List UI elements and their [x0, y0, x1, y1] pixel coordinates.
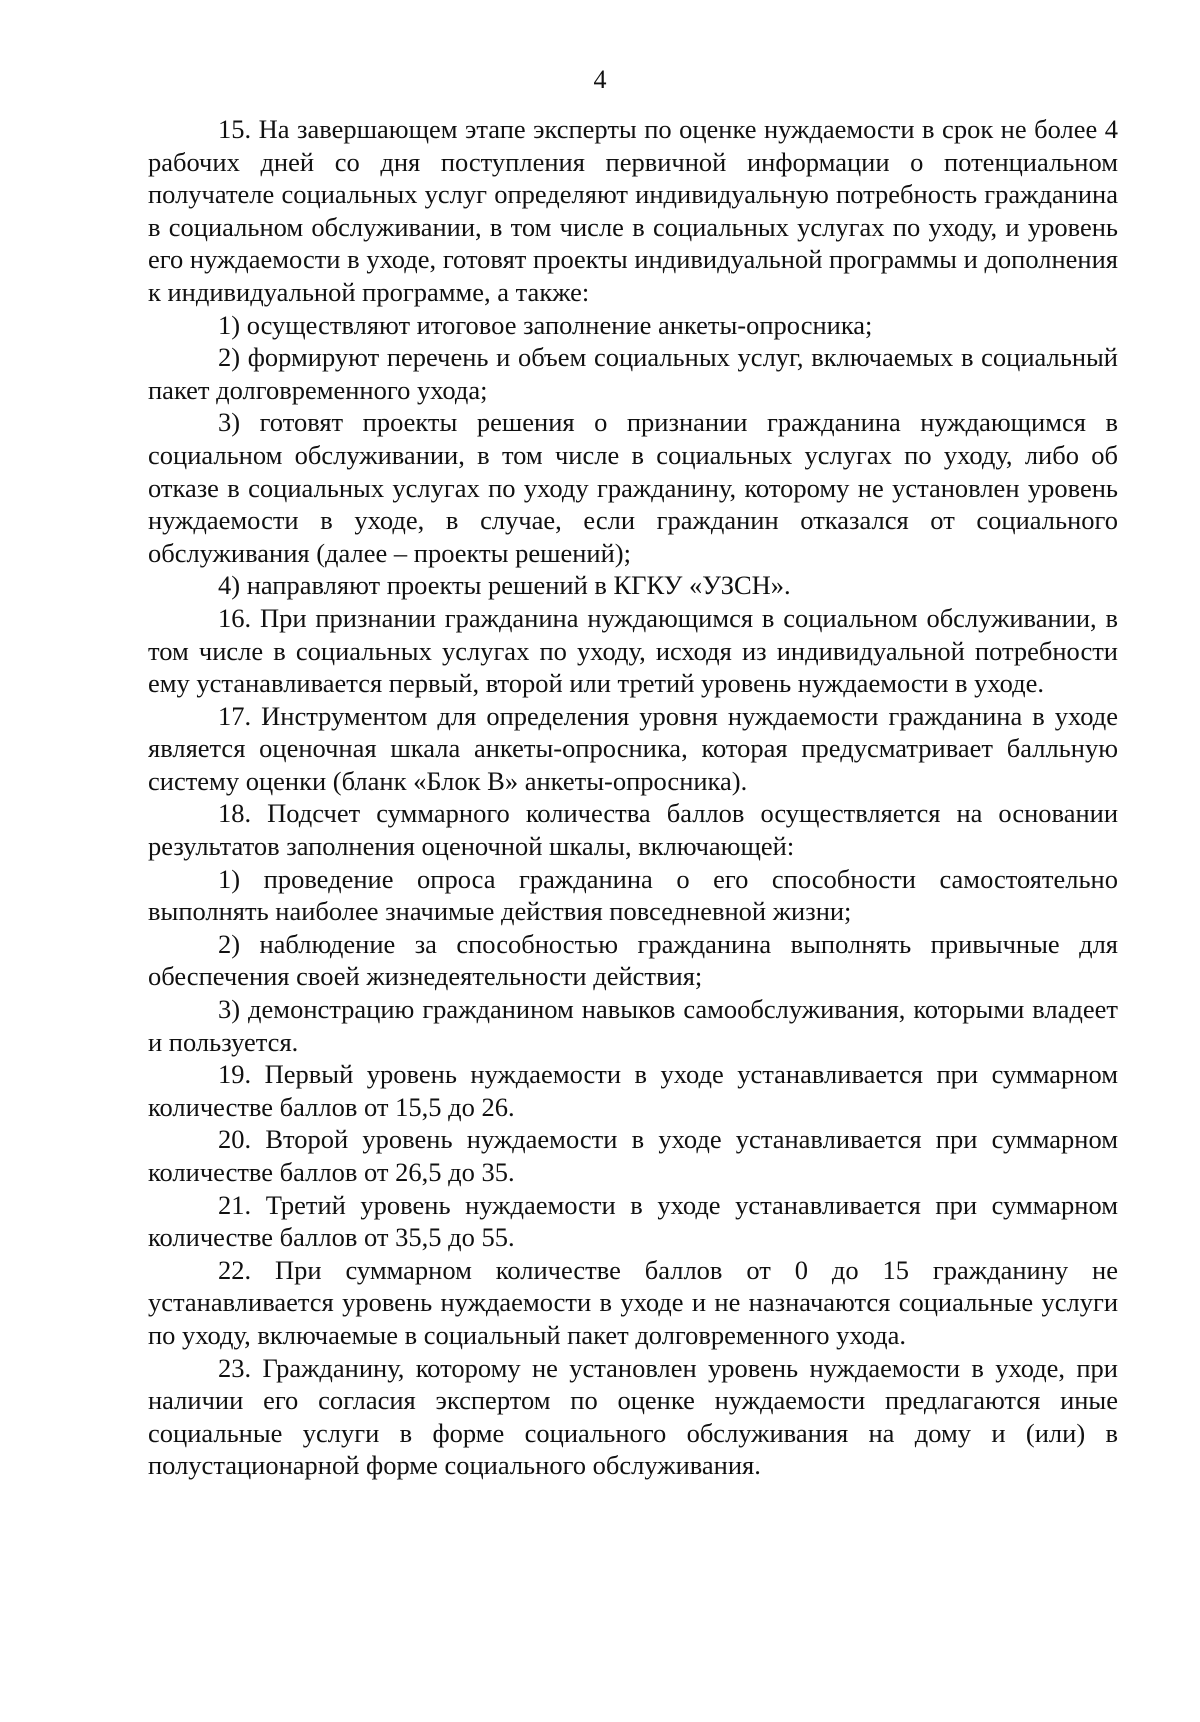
paragraph-23: 23. Гражданину, которому не установлен уровень нуждаемости в уходе, при наличии его согласия экспертом по оценке нуждаемости предлагаются иные социальные услуги в форме социального обслуживания на дому и (или) в полустационарной форме социального обслуживания. — [148, 1352, 1118, 1481]
paragraph-20: 20. Второй уровень нуждаемости в уходе устанавливается при суммарном количестве баллов от 26,5 до 35. — [148, 1124, 1118, 1187]
paragraph-22: 22. При суммарном количестве баллов от 0 до 15 гражданину не устанавливается уровень нуждаемости в уходе и не назначаются социальные услуги по уходу, включаемые в социальный пакет долговременного ухода. — [148, 1254, 1118, 1350]
paragraph-18-item-1: 1) проведение опроса гражданина о его способности самостоятельно выполнять наиболее значимые действия повседневной жизни; — [148, 863, 1118, 927]
page-number: 4 — [593, 65, 607, 94]
paragraph-15-item-4: 4) направляют проекты решений в КГКУ «УЗСН». — [218, 570, 791, 601]
paragraph-18-item-3: 3) демонстрацию гражданином навыков самообслуживания, которыми владеет и пользуется. — [148, 994, 1118, 1057]
paragraph-16: 16. При признании гражданина нуждающимся в социальном обслуживании, в том числе в социальных услугах по уходу, исходя из индивидуальной потребности ему устанавливается первый, второй или третий уровень нуждаемости в уходе. — [148, 602, 1118, 699]
paragraph-15: 15. На завершающем этапе эксперты по оценке нуждаемости в срок не более 4 рабочих дней со дня поступления первичной информации о потенциальном получателе социальных услуг определяют индивидуальную потребность гражданина в социальном обслуживании, в том числе в социальных услугах по уходу, и уровень его нуждаемости в уходе, готовят проекты индивидуальной программы и дополнения к индивидуальной программе, а также: — [148, 114, 1118, 307]
paragraph-19: 19. Первый уровень нуждаемости в уходе устанавливается при суммарном количестве баллов от 15,5 до 26. — [148, 1059, 1118, 1122]
paragraph-18-item-2: 2) наблюдение за способностью гражданина выполнять привычные для обеспечения своей жизнедеятельности действия; — [148, 928, 1118, 992]
paragraph-17: 17. Инструментом для определения уровня нуждаемости гражданина в уходе является оценочная шкала анкеты-опросника, которая предусматривает балльную систему оценки (бланк «Блок В» анкеты-опросника). — [148, 700, 1118, 796]
paragraph-21: 21. Третий уровень нуждаемости в уходе устанавливается при суммарном количестве баллов от 35,5 до 55. — [148, 1189, 1118, 1253]
document-body — [148, 113, 1118, 1482]
paragraph-18: 18. Подсчет суммарного количества баллов осуществляется на основании результатов заполнения оценочной шкалы, включающей: — [148, 798, 1118, 862]
paragraph-15-item-1: 1) осуществляют итоговое заполнение анкеты-опросника; — [218, 309, 873, 340]
paragraph-15-item-3: 3) готовят проекты решения о признании гражданина нуждающимся в социальном обслуживании, в том числе в социальных услугах по уходу, либо об отказе в социальных услугах по уходу гражданину, которому не установлен уровень нуждаемости в уходе, в случае, если гражданин отказался от социального обслуживания (далее – проекты решений); — [148, 407, 1118, 568]
paragraph-15-item-2: 2) формируют перечень и объем социальных услуг, включаемых в социальный пакет долговременного ухода; — [148, 342, 1118, 405]
